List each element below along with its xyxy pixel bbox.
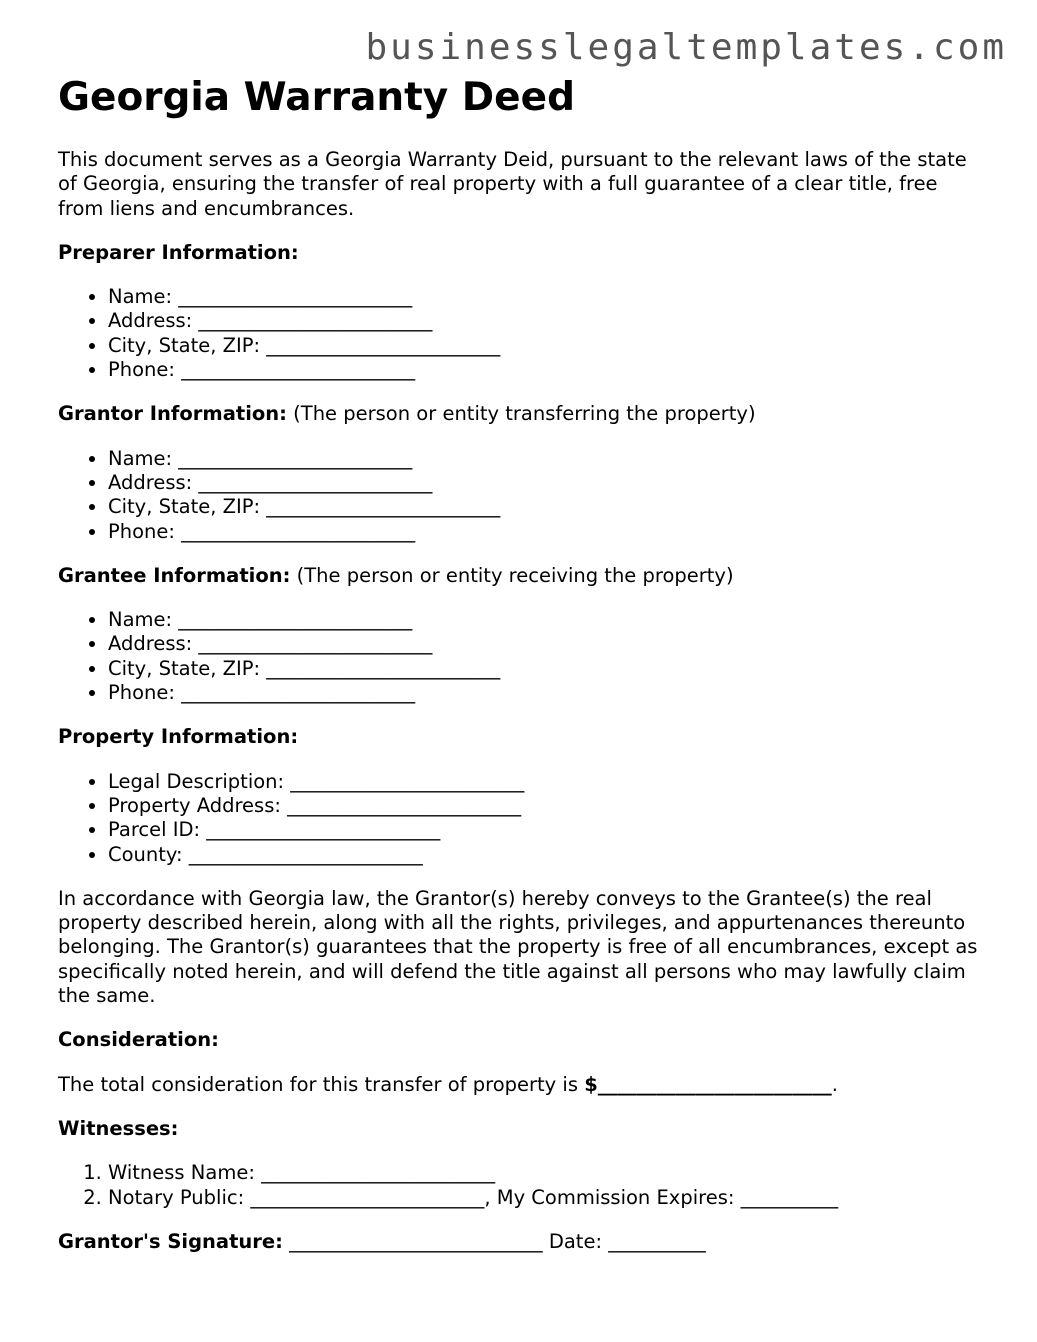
- witness-name-field: 1. Witness Name: ________________________: [108, 1161, 988, 1185]
- grantor-signature-field: __________________________ Date: __________: [282, 1229, 706, 1253]
- preparer-phone-field: • Phone: ________________________: [108, 358, 988, 382]
- preparer-list: [58, 285, 988, 382]
- consideration-heading: [58, 1028, 988, 1052]
- consideration-paragraph: [58, 1073, 988, 1097]
- page-title: Georgia Warranty Deed: [58, 75, 575, 120]
- preparer-name-field: • Name: ________________________: [108, 285, 988, 309]
- document-page: [58, 74, 988, 1254]
- consideration-heading-label: Consideration:: [58, 1028, 219, 1052]
- grantor-city-state-zip-field: • City, State, ZIP: ________________________: [108, 495, 988, 519]
- witnesses-heading: [58, 1117, 988, 1141]
- consideration-end: .: [831, 1072, 838, 1096]
- grantor-name-field: • Name: ________________________: [108, 447, 988, 471]
- legal-description-field: • Legal Description: ________________________: [108, 770, 988, 794]
- grantee-heading-note: (The person or entity receiving the property): [290, 563, 734, 587]
- grantee-heading-label: Grantee Information:: [58, 563, 291, 587]
- grantee-address-field: • Address: ________________________: [108, 632, 988, 656]
- property-list: [58, 770, 988, 867]
- grantor-signature-line: [58, 1230, 988, 1254]
- preparer-city-state-zip-field: • City, State, ZIP: ________________________: [108, 334, 988, 358]
- grantee-name-field: • Name: ________________________: [108, 608, 988, 632]
- grantor-heading: [58, 402, 988, 426]
- witnesses-heading-label: Witnesses:: [58, 1116, 179, 1140]
- consideration-text: The total consideration for this transfer of property is: [58, 1072, 585, 1096]
- property-heading: [58, 725, 988, 749]
- grantee-phone-field: • Phone: ________________________: [108, 681, 988, 705]
- grantor-address-field: • Address: ________________________: [108, 471, 988, 495]
- property-address-field: • Property Address: ________________________: [108, 794, 988, 818]
- preparer-heading: [58, 241, 988, 265]
- watermark: businesslegaltemplates.com: [365, 27, 1007, 68]
- property-heading-label: Property Information:: [58, 725, 299, 749]
- grantor-heading-note: (The person or entity transferring the property): [286, 402, 756, 426]
- county-field: • County: ________________________: [108, 843, 988, 867]
- grantee-city-state-zip-field: • City, State, ZIP: ________________________: [108, 657, 988, 681]
- consideration-amount-field: $________________________: [584, 1072, 832, 1096]
- grantee-list: [58, 608, 988, 705]
- grantor-signature-label: Grantor's Signature:: [58, 1229, 283, 1253]
- grantor-phone-field: • Phone: ________________________: [108, 520, 988, 544]
- notary-public-field: 2. Notary Public: ________________________, My Commission Expires: __________: [108, 1186, 988, 1210]
- grantor-list: [58, 447, 988, 544]
- preparer-heading-label: Preparer Information:: [58, 240, 299, 264]
- conveyance-paragraph: In accordance with Georgia law, the Grantor(s) hereby conveys to the Grantee(s) the real property described herein, along with all the rights, privileges, and appurtenances thereunto belonging. The Grantor(s) guarantees that the property is free of all encumbrances, except as specifically noted herein, and will defend the title against all persons who may lawfully claim the same.: [58, 886, 978, 1008]
- parcel-id-field: • Parcel ID: ________________________: [108, 818, 988, 842]
- grantor-heading-label: Grantor Information:: [58, 402, 287, 426]
- intro-paragraph: This document serves as a Georgia Warranty Deid, pursuant to the relevant laws of the state of Georgia, ensuring the transfer of real property with a full guarantee of a clear title, free from liens and encumbrances.: [58, 148, 967, 220]
- preparer-address-field: • Address: ________________________: [108, 309, 988, 333]
- witnesses-list: [58, 1161, 988, 1210]
- grantee-heading: [58, 564, 988, 588]
